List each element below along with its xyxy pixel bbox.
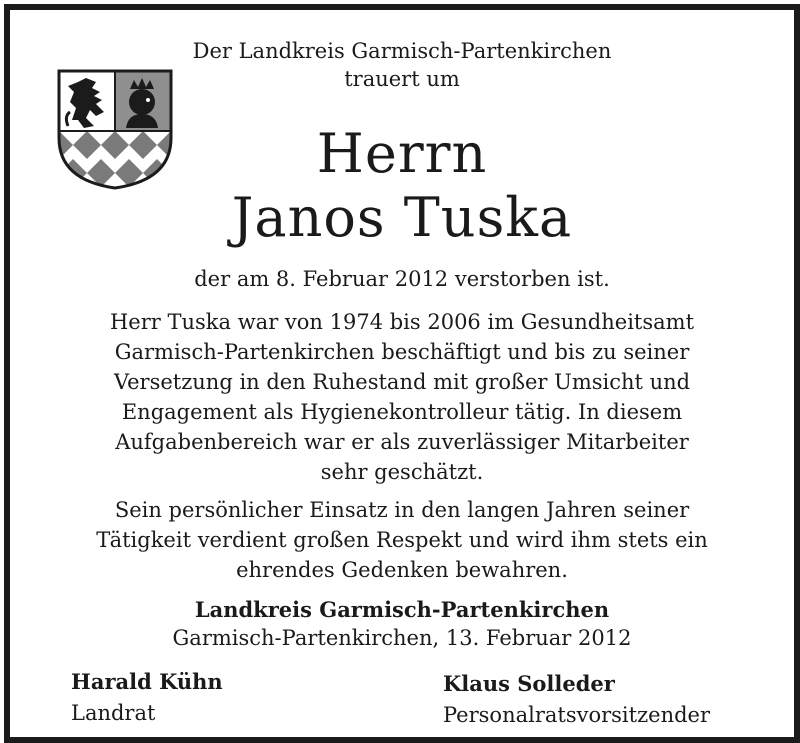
sender-organization: Landkreis Garmisch-Partenkirchen [194,597,610,622]
paragraph-line: Sein persönlicher Einsatz in den langen Jahren seiner [114,498,690,522]
signatory-1-title: Landrat [71,701,156,725]
signatory-2-title: Personalratsvorsitzender [443,703,711,727]
paragraph-line: Tätigkeit verdient großen Respekt und wird ihm stets ein [96,528,708,552]
obituary-notice [4,4,800,743]
paragraph-line: Versetzung in den Ruhestand mit großer Umsicht und [113,370,691,394]
paragraph-line: Herr Tuska war von 1974 bis 2006 im Gesundheitsamt [109,310,695,334]
sender-place-date: Garmisch-Partenkirchen, 13. Februar 2012 [172,626,632,650]
deceased-name: Janos Tuska [231,186,573,249]
paragraph-line: sehr geschätzt. [320,460,484,484]
signatory-1-name: Harald Kühn [71,669,223,694]
paragraph-line: Engagement als Hygienekontrolleur tätig. In diesem [121,400,683,424]
paragraph-line: Garmisch-Partenkirchen beschäftigt und bis zu seiner [114,340,690,364]
paragraph-line: Aufgabenbereich war er als zuverlässiger Mitarbeiter [115,430,689,454]
intro-line-2: trauert um [344,67,460,91]
salutation: Herrn [316,122,488,185]
signatory-2-name: Klaus Solleder [443,671,615,696]
paragraph-line: ehrendes Gedenken bewahren. [236,558,568,582]
intro-line-1: Der Landkreis Garmisch-Partenkirchen [192,39,612,63]
death-note: der am 8. Februar 2012 verstorben ist. [194,267,610,291]
